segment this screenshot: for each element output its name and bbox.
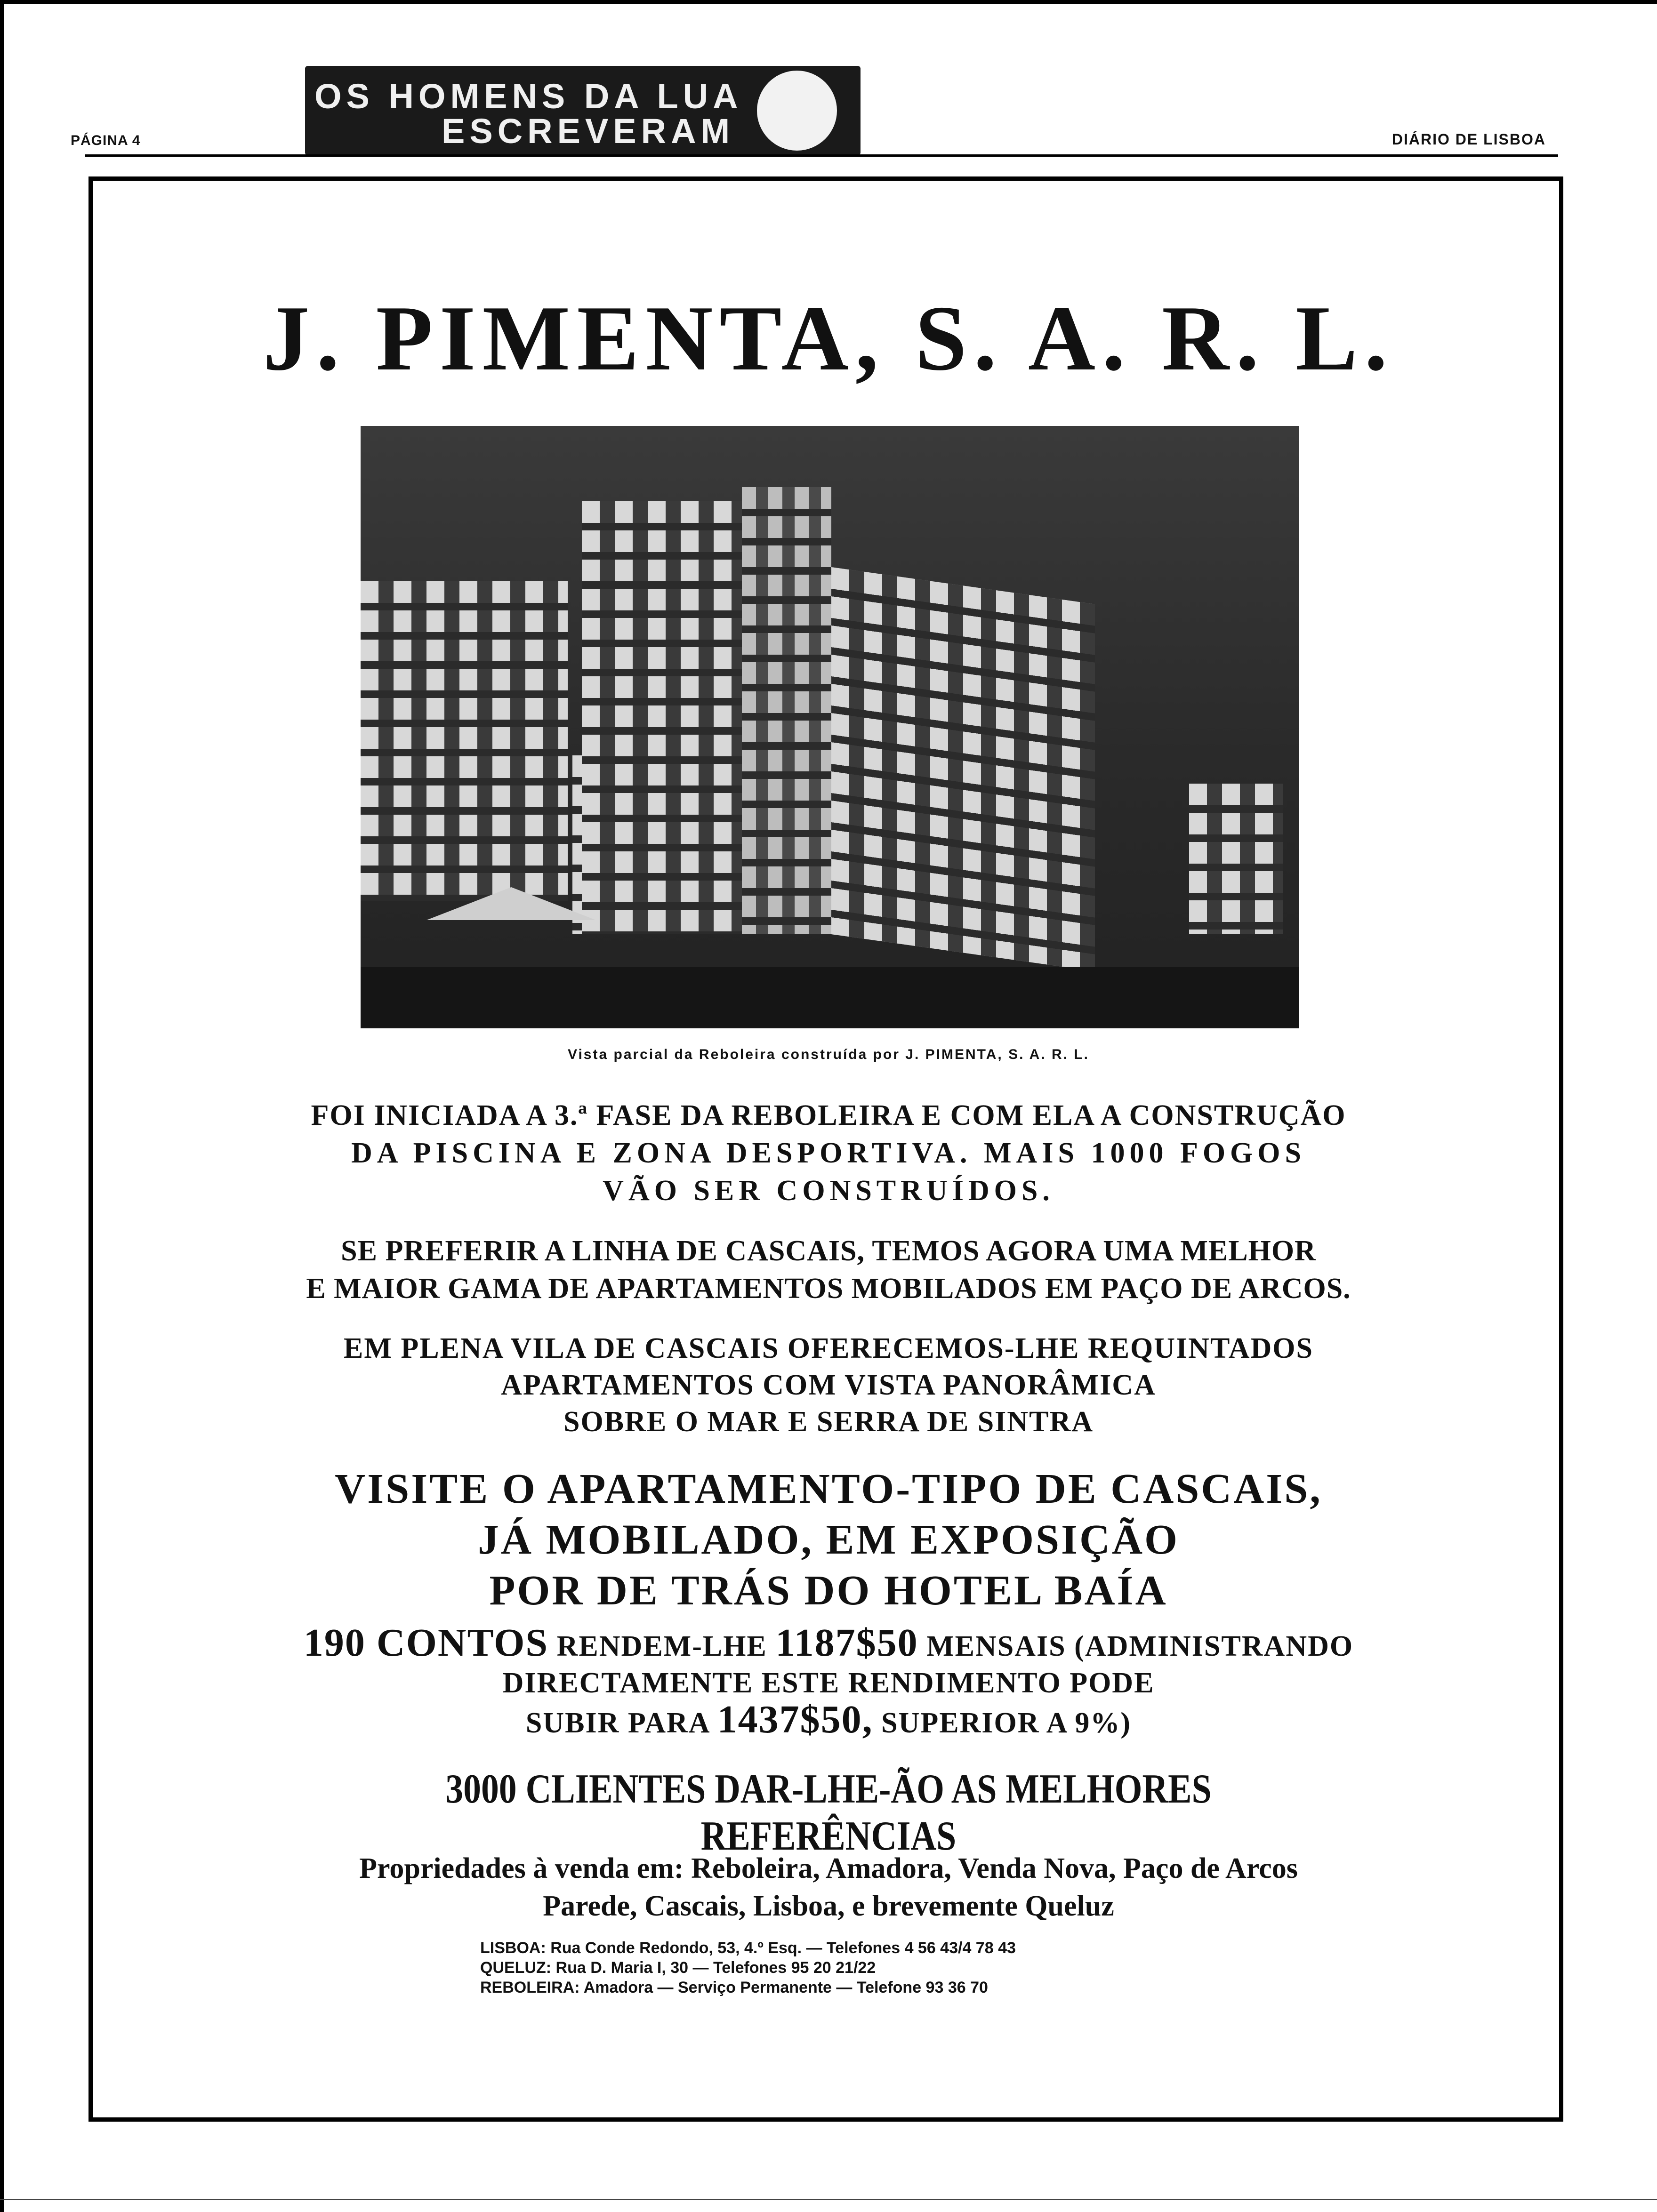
highlight-amount: 1187$50: [775, 1621, 918, 1665]
photo-canopy: [426, 887, 596, 920]
page-number: PÁGINA 4: [71, 133, 141, 148]
page-top-edge: [0, 0, 1657, 4]
page-bottom-rule: [0, 2199, 1657, 2200]
paragraph-line: VÃO SER CONSTRUÍDOS.: [603, 1175, 1054, 1207]
paragraph-text: SUBIR PARA: [525, 1707, 709, 1739]
paragraph-cascais-village: [264, 1330, 1393, 1440]
header-rule: [85, 154, 1558, 157]
paragraph-text: SUPERIOR A 9%): [881, 1707, 1132, 1739]
paragraph-investment: [264, 1621, 1393, 1741]
paragraph-line: E MAIOR GAMA DE APARTAMENTOS MOBILADOS EM PAÇO DE ARCOS.: [306, 1273, 1351, 1305]
contact-addresses: [480, 1938, 1233, 1997]
building-photo: [361, 426, 1299, 1028]
address-queluz: QUELUZ: Rua D. Maria I, 30 — Telefones 95 20 21/22: [480, 1959, 876, 1977]
paragraph-line: [264, 1698, 1393, 1741]
paragraph-line: SOBRE O MAR E SERRA DE SINTRA: [563, 1406, 1094, 1438]
highlight-amount: 1437$50,: [717, 1698, 873, 1741]
header-banner: [305, 66, 861, 155]
paragraph-line: EM PLENA VILA DE CASCAIS OFERECEMOS-LHE REQUINTADOS: [344, 1332, 1313, 1364]
banner-line-2: ESCREVERAM: [442, 112, 735, 151]
paragraph-line: VISITE O APARTAMENTO-TIPO DE CASCAIS,: [335, 1466, 1322, 1512]
clients-reference-headline: 3000 CLIENTES DAR-LHE-ÃO AS MELHORES REFERÊNCIAS: [445, 1766, 1212, 1859]
paragraph-line: Parede, Cascais, Lisboa, e brevemente Queluz: [543, 1890, 1114, 1922]
photo-tower-corner: [742, 487, 831, 934]
company-name: J. PIMENTA, S. A. R. L.: [263, 287, 1394, 390]
highlight-amount: 190 CONTOS: [303, 1621, 549, 1665]
paragraph-line: [264, 1621, 1393, 1665]
paragraph-cascais-line: [264, 1232, 1393, 1307]
paragraph-line: APARTAMENTOS COM VISTA PANORÂMICA: [501, 1369, 1156, 1401]
paragraph-line: POR DE TRÁS DO HOTEL BAÍA: [489, 1567, 1168, 1614]
paragraph-line: FOI INICIADA A 3.ª FASE DA REBOLEIRA E COM ELA A CONSTRUÇÃO: [311, 1099, 1346, 1131]
properties-for-sale: [264, 1850, 1393, 1925]
photo-tower-main: [582, 501, 742, 934]
paragraph-text: MENSAIS (ADMINISTRANDO: [926, 1630, 1354, 1662]
address-reboleira: REBOLEIRA: Amadora — Serviço Permanente — Telefone 93 36 70: [480, 1979, 988, 1996]
paragraph-text: RENDEM-LHE: [556, 1630, 767, 1662]
moon-graphic: [757, 71, 837, 151]
paragraph-line: Propriedades à venda em: Reboleira, Amadora, Venda Nova, Paço de Arcos: [359, 1852, 1298, 1884]
paragraph-line: JÁ MOBILADO, EM EXPOSIÇÃO: [477, 1516, 1180, 1563]
photo-ground: [361, 967, 1299, 1028]
paragraph-line: DA PISCINA E ZONA DESPORTIVA. MAIS 1000 FOGOS: [351, 1137, 1306, 1169]
newspaper-name: DIÁRIO DE LISBOA: [1392, 131, 1546, 148]
paragraph-visit-apartment: [264, 1464, 1393, 1616]
paragraph-line: SE PREFERIR A LINHA DE CASCAIS, TEMOS AGORA UMA MELHOR: [341, 1235, 1316, 1267]
photo-building-wing: [831, 567, 1095, 971]
photo-building-left: [361, 581, 568, 901]
photo-caption: Vista parcial da Reboleira construída por J. PIMENTA, S. A. R. L.: [568, 1047, 1089, 1062]
paragraph-line: DIRECTAMENTE ESTE RENDIMENTO PODE: [502, 1667, 1155, 1699]
paragraph-third-phase: [264, 1097, 1393, 1210]
address-lisboa: LISBOA: Rua Conde Redondo, 53, 4.º Esq. — Telefones 4 56 43/4 78 43: [480, 1939, 1016, 1957]
banner-line-1: OS HOMENS DA LUA: [314, 77, 743, 116]
photo-building-right: [1189, 784, 1283, 934]
